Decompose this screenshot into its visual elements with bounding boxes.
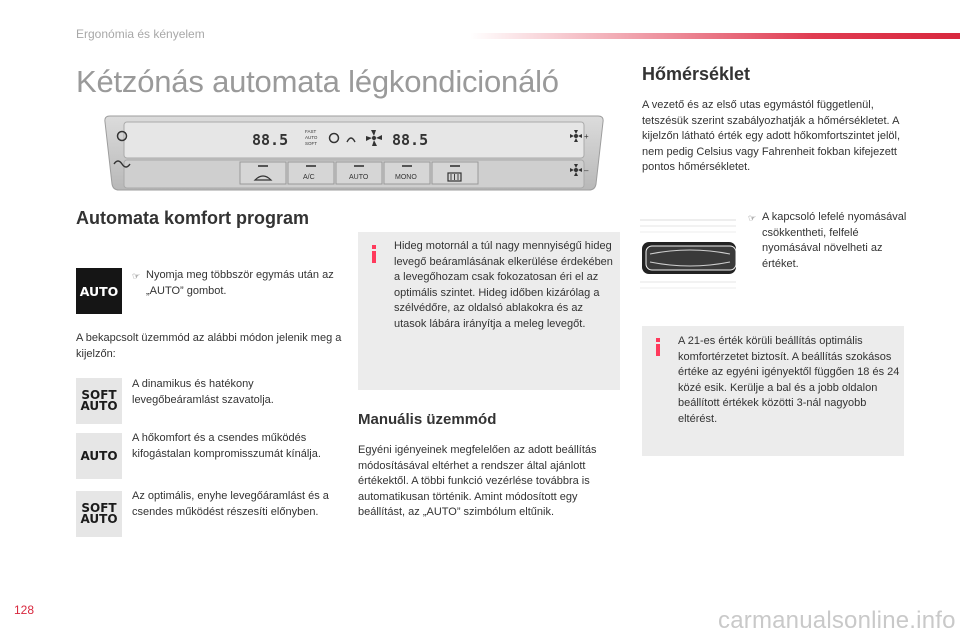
soft-label: SOFT	[305, 141, 317, 146]
comfort-intro: A bekapcsolt üzemmód az alábbi módon jelenik meg a kijelzőn:	[76, 332, 342, 360]
fast-label: FAST	[305, 129, 317, 134]
temperature-note-box	[642, 326, 904, 456]
page-number: 128	[14, 603, 35, 617]
manual-mode-text: Egyéni igényeinek megfelelően az adott beállítás módosításával eltérhet a rendszer által ajánlott értékektől. A többi funkció vezérlése továbbra is automatikusan történik. Amint módosított egy beállítást, az „AUTO” szimbólum eltűnik.	[358, 444, 597, 518]
mode-description: A dinamikus és hatékony levegőbeáramlást szavatolja.	[132, 378, 274, 406]
temperature-bullet	[748, 210, 908, 272]
temperature-note: A 21-es érték körüli beállítás optimális komfortérzetet biztosít. A beállítás szokásos értéke az egyéni igényektől függően 18 és 24 közé esik. Kerülje a bal és a jobb oldalon beállított értékek közötti 3-nál nagyobb eltérést.	[678, 335, 900, 425]
ac-button-label: A/C	[303, 174, 315, 181]
temperature-heading: Hőmérséklet	[642, 64, 751, 84]
left-temperature-display: 88.5	[252, 131, 289, 149]
mono-button-label: MONO	[395, 174, 417, 181]
panel-buttons	[240, 162, 478, 184]
info-icon	[656, 338, 660, 356]
mode-description: A hőkomfort és a csendes működés kifogástalan kompromisszumát kínálja.	[132, 432, 321, 460]
watermark: carmanualsonline.info	[718, 607, 956, 634]
svg-text:–: –	[584, 166, 589, 175]
right-temperature-display: 88.5	[392, 131, 429, 149]
auto-mode-icon: AUTO	[76, 268, 122, 314]
temperature-switch-illustration	[640, 218, 736, 294]
page-title: Kétzónás automata légkondicionáló	[76, 64, 559, 99]
soft-auto-icon: SOFT AUTO	[76, 491, 122, 537]
auto-button-label: AUTO	[349, 174, 369, 181]
cold-engine-note: Hideg motornál a túl nagy mennyiségű hideg levegő beáramlásának elkerülése érdekében a levegőhozam csak fokozatosan éri el az optimális szintet. Hideg időben kizárólag a szélvédőre, az oldalsó ablakokra és az utasok lábára irányítja a meleg levegőt.	[394, 240, 613, 330]
bullet-arrow-icon: ☞	[748, 213, 757, 223]
comfort-program-heading: Automata komfort program	[76, 208, 310, 228]
bullet-arrow-icon: ☞	[132, 271, 141, 281]
mode-description: Az optimális, enyhe levegőáramlást és a csendes működést részesíti előnyben.	[132, 490, 329, 518]
auto-icon: AUTO	[76, 433, 122, 479]
comfort-step	[132, 268, 350, 299]
cold-engine-note-box	[358, 232, 620, 390]
climate-control-panel-illustration	[102, 114, 606, 192]
temperature-bullet-text: A kapcsoló lefelé nyomásával csökkentheti, felfelé nyomásával növelheti az értéket.	[762, 211, 907, 270]
svg-text:+: +	[584, 132, 589, 141]
manual-mode-heading: Manuális üzemmód	[358, 411, 497, 428]
soft-auto-icon: SOFT AUTO	[76, 378, 122, 424]
header-accent-line	[470, 33, 960, 39]
info-icon	[372, 245, 376, 263]
section-title: Ergonómia és kényelem	[76, 27, 205, 41]
auto-label: AUTO	[305, 135, 318, 140]
comfort-step-text: Nyomja meg többször egymás után az „AUTO” gombot.	[146, 269, 334, 297]
temperature-text: A vezető és az első utas egymástól függetlenül, tetszésük szerint szabályozhatják a hőmérsékletet. A kijelzőn látható érték egy adott hőkomfortszintet jelöl, nem pedig Celsius vagy Fahrenheit fokban kifejezett pontos hőmérsékletet.	[642, 99, 901, 173]
